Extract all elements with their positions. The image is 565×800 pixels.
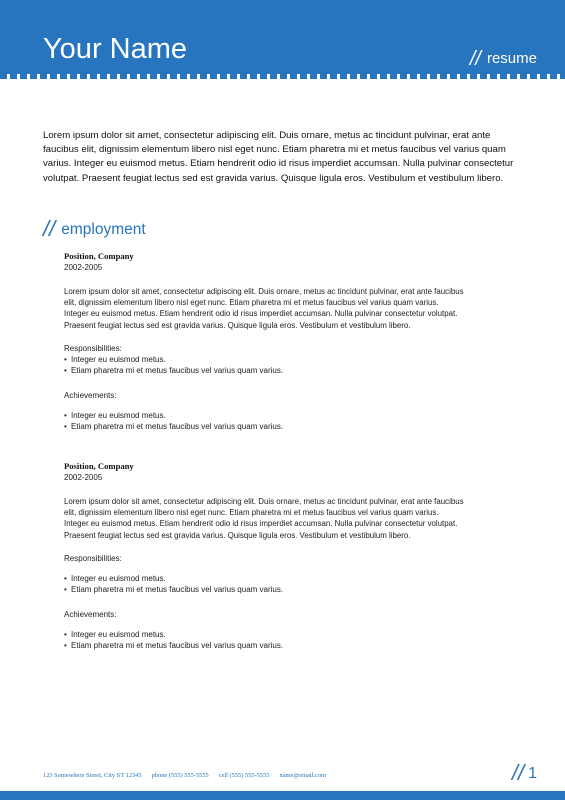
- responsibilities-list: [64, 573, 464, 596]
- job-entry-2: [64, 461, 464, 651]
- responsibilities-list: [64, 354, 464, 377]
- page-number-slashes: //: [511, 760, 525, 785]
- resume-tag: [470, 49, 537, 69]
- list-item: • Etiam pharetra mi et metus faucibus vel varius quam varius.: [64, 641, 284, 651]
- bullet-icon: •: [64, 585, 67, 595]
- list-item: • Etiam pharetra mi et metus faucibus vel varius quam varius.: [64, 585, 284, 595]
- bullet-icon: •: [64, 410, 67, 420]
- bullet-icon: •: [64, 573, 67, 583]
- job-position: Position, Company: [64, 461, 134, 471]
- job-entry-1: [64, 251, 464, 432]
- list-item: • Integer eu euismod metus.: [64, 410, 166, 420]
- resume-name: Your Name: [43, 33, 188, 65]
- achievements-list: [64, 410, 464, 433]
- bullet-icon: •: [64, 641, 67, 651]
- job-years: 2002-2005: [64, 473, 103, 482]
- page-number-value: 1: [528, 765, 537, 782]
- resume-tag-label: resume: [486, 50, 537, 67]
- list-item: • Integer eu euismod metus.: [64, 573, 166, 583]
- footer-address: 123 Somewhere Street, City ST 12345: [43, 772, 142, 779]
- list-item: • Etiam pharetra mi et metus faucibus vel varius quam varius.: [64, 366, 284, 376]
- job-description: Lorem ipsum dolor sit amet, consectetur adipiscing elit. Duis ornare, metus ac tincidunt pulvinar, erat ante faucibus elit, dignissim elementum libero nisl eget nunc. Etiam pharetra mi et metus faucibus vel varius quam varius. Integer eu euismod metus. Etiam hendrerit odio id risus imperdiet accumsan. Nulla pulvinar consectetur volutpat. Praesent feugiat lectus sed est gravida varius. Quisque ligula eros. Vestibulum et vestibulum libero.: [64, 287, 464, 330]
- bullet-icon: •: [64, 354, 67, 364]
- footer-email: name@email.com: [279, 772, 327, 779]
- list-item: • Integer eu euismod metus.: [64, 354, 166, 364]
- footer-contact: [43, 772, 336, 779]
- employment-heading-slashes: //: [43, 216, 56, 241]
- bullet-icon: •: [64, 422, 67, 432]
- bullet-icon: •: [64, 366, 67, 376]
- page-number: [512, 760, 537, 786]
- job-position: Position, Company: [64, 251, 134, 261]
- responsibilities-label: Responsibilities:: [64, 343, 122, 353]
- footer-cell: cell (555) 555-5555: [218, 772, 270, 779]
- list-item: • Etiam pharetra mi et metus faucibus vel varius quam varius.: [64, 422, 284, 432]
- footer-phone: phone (555) 555-5555: [151, 772, 209, 779]
- employment-heading-label: employment: [61, 221, 146, 238]
- employment-heading: [43, 216, 146, 242]
- header-dashed-border: [0, 74, 565, 79]
- list-item: • Integer eu euismod metus.: [64, 629, 166, 639]
- responsibilities-label: Responsibilities:: [64, 553, 122, 563]
- footer-bar: [0, 791, 565, 800]
- resume-tag-slashes: //: [469, 48, 481, 70]
- intro-paragraph: Lorem ipsum dolor sit amet, consectetur adipiscing elit. Duis ornare, metus ac tincidunt pulvinar, erat ante faucibus elit, dignissim elementum libero nisl eget nunc. Etiam pharetra mi et metus faucibus vel varius quam varius. Integer eu euismod metus. Etiam hendrerit odio id risus imperdiet accumsan. Nulla pulvinar consectetur volutpat. Praesent feugiat lectus sed est gravida varius. Quisque ligula eros. Vestibulum et vestibulum libero.: [43, 130, 514, 184]
- achievements-label: Achievements:: [64, 609, 117, 619]
- bullet-icon: •: [64, 629, 67, 639]
- achievements-list: [64, 629, 464, 652]
- achievements-label: Achievements:: [64, 390, 117, 400]
- job-description: Lorem ipsum dolor sit amet, consectetur adipiscing elit. Duis ornare, metus ac tincidunt pulvinar, erat ante faucibus elit, dignissim elementum libero nisl eget nunc. Etiam pharetra mi et metus faucibus vel varius quam varius. Integer eu euismod metus. Etiam hendrerit odio id risus imperdiet accumsan. Nulla pulvinar consectetur volutpat. Praesent feugiat lectus sed est gravida varius. Quisque ligula eros. Vestibulum et vestibulum libero.: [64, 497, 464, 540]
- job-years: 2002-2005: [64, 263, 103, 272]
